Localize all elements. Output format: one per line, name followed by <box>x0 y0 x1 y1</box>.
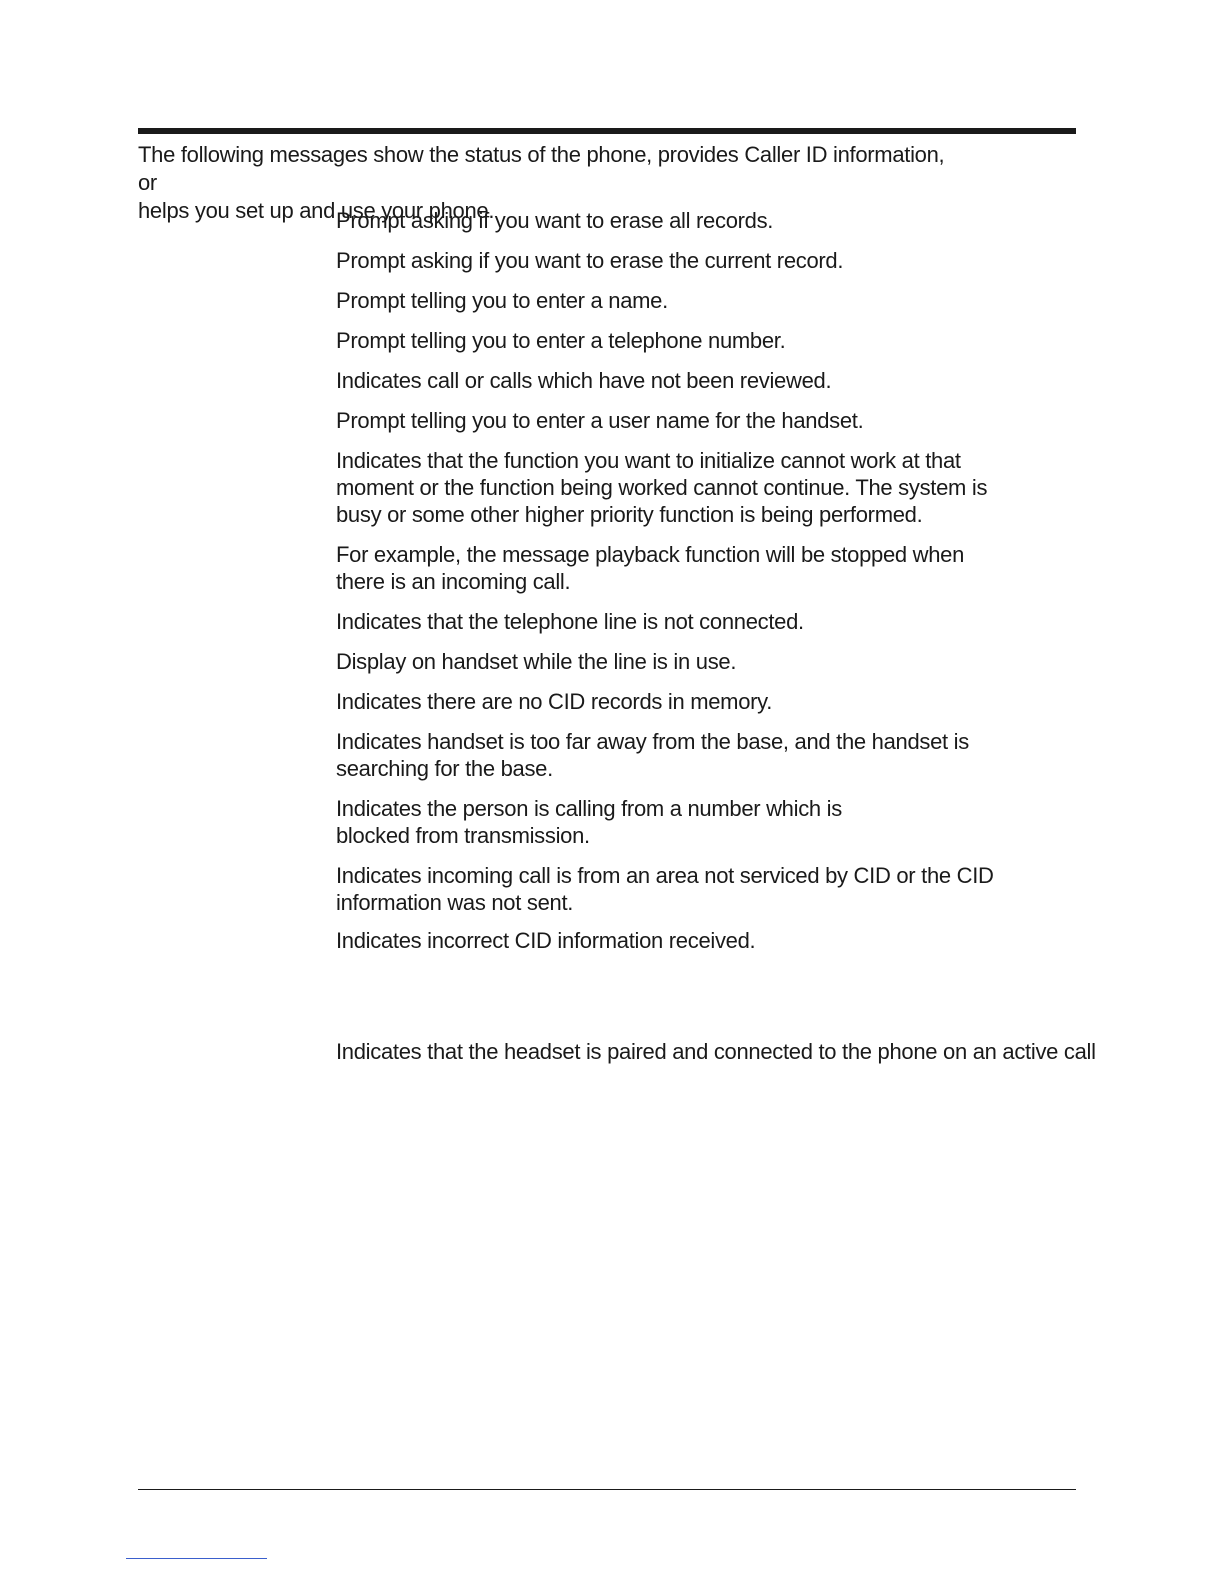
message-unable <box>336 447 987 528</box>
message-enter-number <box>336 327 785 354</box>
message-line: Display on handset while the line is in use. <box>336 649 737 674</box>
message-line: Prompt telling you to enter a name. <box>336 288 668 313</box>
message-line: Indicates incoming call is from an area not serviced by CID or the CID <box>336 863 994 888</box>
message-line: Prompt telling you to enter a telephone number. <box>336 328 786 353</box>
message-enter-user-name <box>336 407 863 434</box>
message-line: Indicates handset is too far away from the base, and the handset is <box>336 729 969 754</box>
message-line: Indicates that the telephone line is not connected. <box>336 609 804 634</box>
intro-line-2: helps you set up and use your phone. <box>138 198 495 223</box>
message-unknown-caller <box>336 862 994 916</box>
message-out-of-range <box>336 728 969 782</box>
message-line: busy or some other higher priority function is being performed. <box>336 502 923 527</box>
message-erase-all <box>336 207 773 234</box>
message-line: Prompt asking if you want to erase all records. <box>336 208 774 233</box>
message-enter-name <box>336 287 668 314</box>
message-line: Indicates there are no CID records in memory. <box>336 689 773 714</box>
message-line: moment or the function being worked cannot continue. The system is <box>336 475 988 500</box>
message-no-line <box>336 608 804 635</box>
message-line: Prompt telling you to enter a user name for the handset. <box>336 408 864 433</box>
message-private <box>336 795 842 849</box>
message-line: Indicates that the function you want to initialize cannot work at that <box>336 448 961 473</box>
message-line: there is an incoming call. <box>336 569 571 594</box>
message-line: Indicates that the headset is paired and connected to the phone on an active call <box>336 1039 1096 1064</box>
message-line: information was not sent. <box>336 890 574 915</box>
message-line: blocked from transmission. <box>336 823 590 848</box>
bottom-rule <box>138 1489 1076 1490</box>
message-line: Prompt asking if you want to erase the current record. <box>336 248 844 273</box>
message-new-calls <box>336 367 831 394</box>
message-example <box>336 541 964 595</box>
message-line: Indicates call or calls which have not been reviewed. <box>336 368 832 393</box>
message-incomplete-data <box>336 927 755 954</box>
top-rule <box>138 128 1076 134</box>
message-no-records <box>336 688 772 715</box>
message-line: searching for the base. <box>336 756 553 781</box>
intro-line-1: The following messages show the status of the phone, provides Caller ID information, or <box>138 142 945 195</box>
message-line: Indicates the person is calling from a number which is <box>336 796 842 821</box>
footer-link-underline <box>126 1558 267 1559</box>
message-line: Indicates incorrect CID information received. <box>336 928 756 953</box>
message-headset-connected <box>336 1038 1096 1065</box>
message-erase-current <box>336 247 843 274</box>
message-line: For example, the message playback function will be stopped when <box>336 542 965 567</box>
message-line-in-use <box>336 648 736 675</box>
